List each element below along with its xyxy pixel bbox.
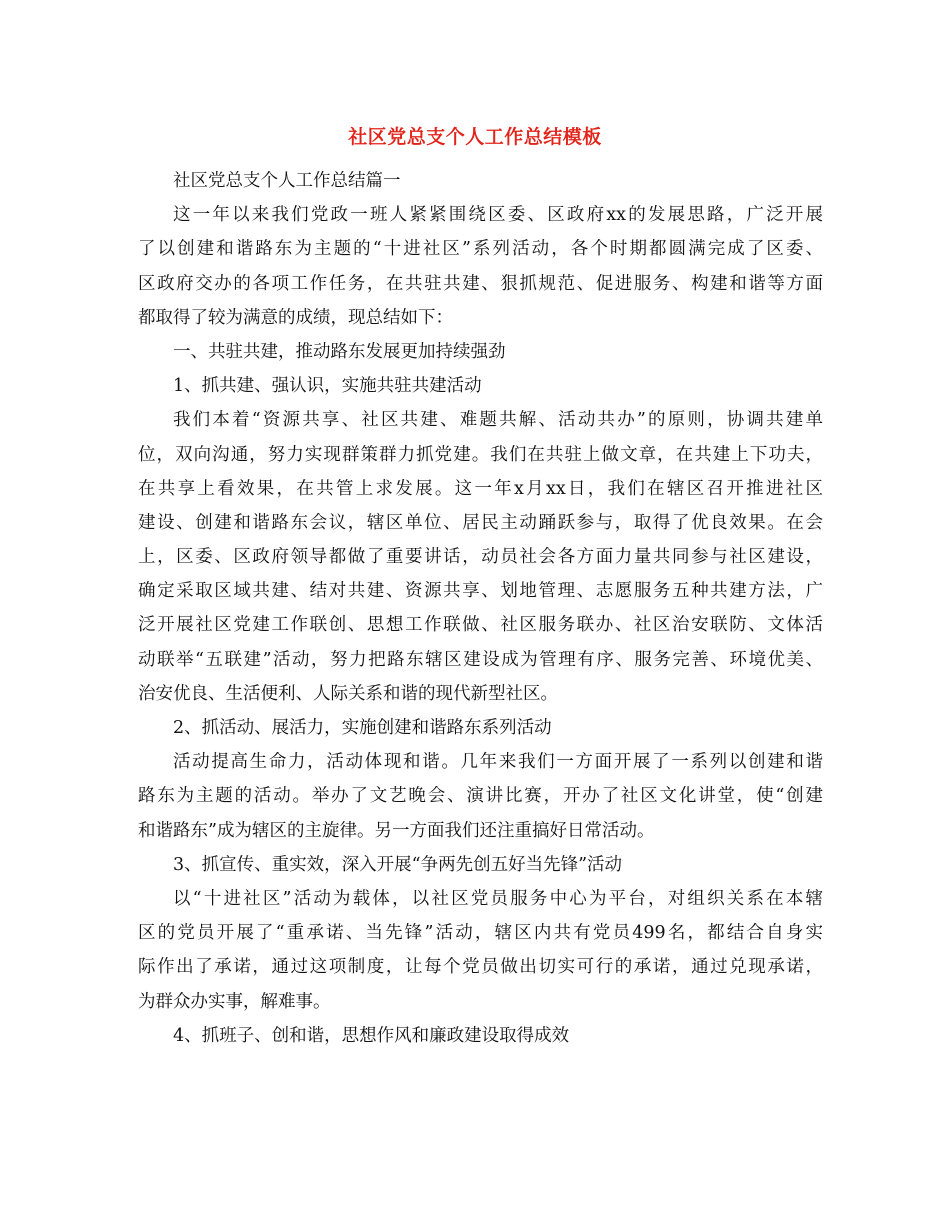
paragraph-line: 上，区委、区政府领导都做了重要讲话，动员社会各方面力量共同参与社区建设， — [138, 547, 823, 568]
paragraph-line: 4、抓班子、创和谐，思想作风和廉政建设取得成效 — [173, 1025, 570, 1046]
paragraph-line: 以“十进社区”活动为载体，以社区党员服务中心为平台，对组织关系在本辖 — [173, 888, 823, 909]
document-title: 社区党总支个人工作总结模板 — [348, 126, 602, 148]
paragraph-line: 泛开展社区党建工作联创、思想工作联做、社区服务联办、社区治安联防、文体活 — [138, 615, 823, 636]
paragraph-line: 1、抓共建、强认识，实施共驻共建活动 — [173, 376, 482, 397]
paragraph-line: 了以创建和谐路东为主题的“十进社区”系列活动，各个时期都圆满完成了区委、 — [138, 239, 823, 260]
paragraph-line: 都取得了较为满意的成绩，现总结如下： — [138, 307, 453, 328]
paragraph-line: 治安优良、生活便利、人际关系和谐的现代新型社区。 — [138, 683, 558, 704]
document-body — [138, 164, 823, 1053]
paragraph-line: 我们本着“资源共享、社区共建、难题共解、活动共办”的原则，协调共建单 — [173, 410, 823, 431]
paragraph-line: 一、共驻共建，推动路东发展更加持续强劲 — [173, 341, 506, 362]
paragraph-line: 确定采取区域共建、结对共建、资源共享、划地管理、志愿服务五种共建方法，广 — [138, 581, 823, 602]
paragraph-line: 动联举“五联建”活动，努力把路东辖区建设成为管理有序、服务完善、环境优美、 — [138, 649, 823, 670]
paragraph-line: 区的党员开展了“重承诺、当先锋”活动，辖区内共有党员499名，都结合自身实 — [138, 923, 823, 944]
paragraph-line: 社区党总支个人工作总结篇一 — [173, 171, 401, 191]
paragraph-line: 在共享上看效果，在共管上求发展。这一年x月xx日，我们在辖区召开推进社区 — [138, 478, 823, 499]
paragraph-line: 区政府交办的各项工作任务，在共驻共建、狠抓规范、促进服务、构建和谐等方面 — [138, 273, 823, 294]
paragraph-line: 际作出了承诺，通过这项制度，让每个党员做出切实可行的承诺，通过兑现承诺， — [138, 957, 823, 978]
paragraph-line: 3、抓宣传、重实效，深入开展“争两先创五好当先锋”活动 — [173, 854, 623, 875]
paragraph-line: 活动提高生命力，活动体现和谐。几年来我们一方面开展了一系列以创建和谐 — [173, 752, 823, 773]
paragraph-line: 位，双向沟通，努力实现群策群力抓党建。我们在共驻上做文章，在共建上下功夫， — [138, 444, 823, 465]
paragraph-line: 建设、创建和谐路东会议，辖区单位、居民主动踊跃参与，取得了优良效果。在会 — [138, 512, 823, 533]
paragraph-line: 和谐路东”成为辖区的主旋律。另一方面我们还注重搞好日常活动。 — [138, 820, 655, 841]
paragraph-line: 这一年以来我们党政一班人紧紧围绕区委、区政府xx的发展思路，广泛开展 — [173, 205, 823, 226]
paragraph-line: 2、抓活动、展活力，实施创建和谐路东系列活动 — [173, 718, 552, 738]
paragraph-line: 路东为主题的活动。举办了文艺晚会、演讲比赛，开办了社区文化讲堂，使“创建 — [138, 786, 823, 807]
paragraph-line: 为群众办实事，解难事。 — [138, 991, 331, 1012]
